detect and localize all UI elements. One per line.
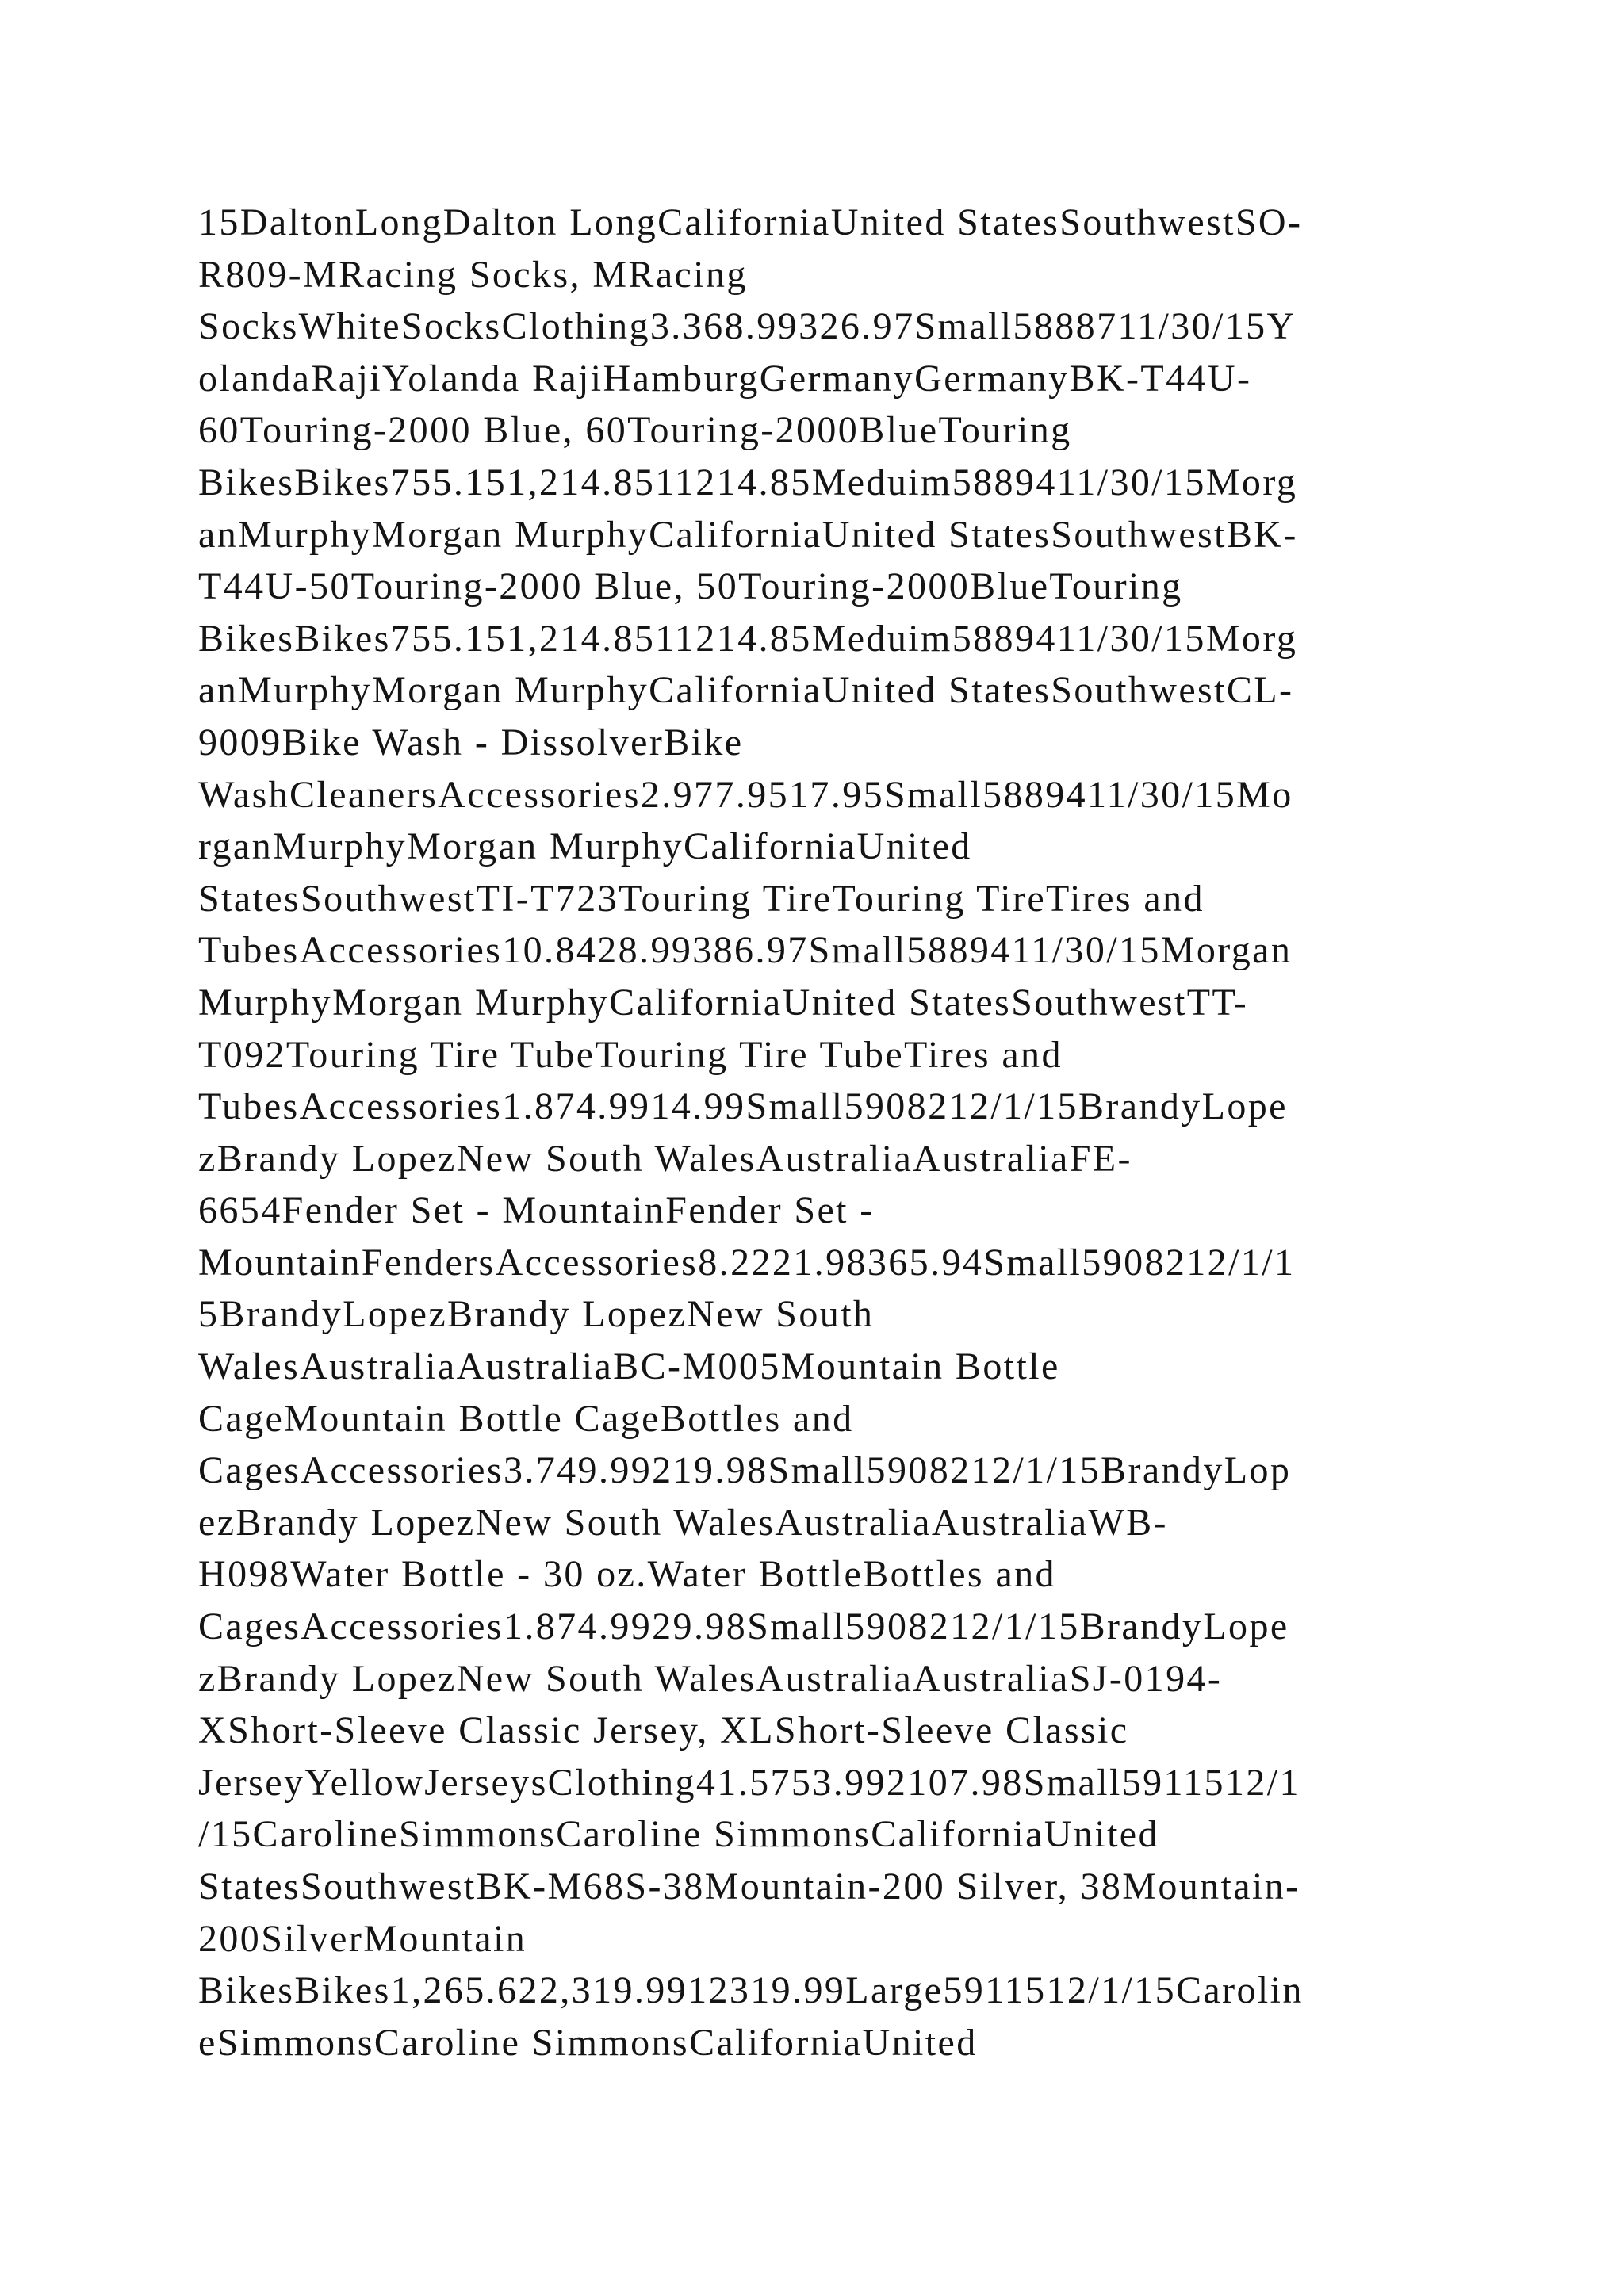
text-line: 200SilverMountain	[198, 1917, 527, 1960]
text-line: R809-MRacing Socks, MRacing	[198, 253, 748, 296]
text-line: zBrandy LopezNew South WalesAustraliaAustraliaFE-	[198, 1137, 1132, 1180]
text-line: CagesAccessories1.874.9929.98Small5908212/1/15BrandyLope	[198, 1605, 1289, 1648]
text-line: 60Touring-2000 Blue, 60Touring-2000BlueTouring	[198, 409, 1072, 452]
text-line: zBrandy LopezNew South WalesAustraliaAustraliaSJ-0194-	[198, 1657, 1223, 1700]
text-line: SocksWhiteSocksClothing3.368.99326.97Small5888711/30/15Y	[198, 305, 1297, 348]
text-line: XShort-Sleeve Classic Jersey, XLShort-Sleeve Classic	[198, 1709, 1129, 1752]
text-line: T092Touring Tire TubeTouring Tire TubeTires and	[198, 1033, 1063, 1076]
text-line: BikesBikes755.151,214.8511214.85Meduim5889411/30/15Morg	[198, 461, 1298, 503]
text-line: rganMurphyMorgan MurphyCaliforniaUnited	[198, 825, 972, 868]
text-line: ezBrandy LopezNew South WalesAustraliaAustraliaWB-	[198, 1501, 1168, 1544]
text-line: StatesSouthwestTI-T723Touring TireTouring TireTires and	[198, 877, 1205, 920]
text-line: MurphyMorgan MurphyCaliforniaUnited StatesSouthwestTT-	[198, 981, 1249, 1024]
text-line: TubesAccessories1.874.9914.99Small5908212/1/15BrandyLope	[198, 1085, 1288, 1128]
text-line: H098Water Bottle - 30 oz.Water BottleBottles and	[198, 1553, 1056, 1596]
text-line: BikesBikes755.151,214.8511214.85Meduim5889411/30/15Morg	[198, 617, 1298, 660]
text-line: MountainFendersAccessories8.2221.98365.94Small5908212/1/1	[198, 1241, 1296, 1284]
text-line: CagesAccessories3.749.99219.98Small5908212/1/15BrandyLop	[198, 1449, 1292, 1492]
text-line: 6654Fender Set - MountainFender Set -	[198, 1189, 875, 1232]
text-line: BikesBikes1,265.622,319.9912319.99Large5911512/1/15Carolin	[198, 1969, 1304, 2012]
text-line: T44U-50Touring-2000 Blue, 50Touring-2000BlueTouring	[198, 565, 1183, 608]
text-line: StatesSouthwestBK-M68S-38Mountain-200 Silver, 38Mountain-	[198, 1866, 1300, 1908]
text-line: CageMountain Bottle CageBottles and	[198, 1397, 854, 1440]
text-line: WashCleanersAccessories2.977.9517.95Small5889411/30/15Mo	[198, 773, 1293, 816]
text-line: anMurphyMorgan MurphyCaliforniaUnited StatesSouthwestCL-	[198, 669, 1294, 712]
text-line: 9009Bike Wash - DissolverBike	[198, 721, 744, 763]
text-line: olandaRajiYolanda RajiHamburgGermanyGermanyBK-T44U-	[198, 357, 1252, 400]
text-line: JerseyYellowJerseysClothing41.5753.992107.98Small5911512/1	[198, 1761, 1300, 1804]
text-line: /15CarolineSimmonsCaroline SimmonsCaliforniaUnited	[198, 1813, 1159, 1856]
text-line: WalesAustraliaAustraliaBC-M005Mountain Bottle	[198, 1345, 1060, 1388]
text-line: 5BrandyLopezBrandy LopezNew South	[198, 1293, 875, 1336]
text-line: 15DaltonLongDalton LongCaliforniaUnited StatesSouthwestSO-	[198, 201, 1303, 243]
text-line: anMurphyMorgan MurphyCaliforniaUnited StatesSouthwestBK-	[198, 513, 1298, 556]
text-line: eSimmonsCaroline SimmonsCaliforniaUnited	[198, 2021, 978, 2064]
document-text	[198, 197, 1435, 2068]
text-line: TubesAccessories10.8428.99386.97Small5889411/30/15Morgan	[198, 929, 1293, 972]
